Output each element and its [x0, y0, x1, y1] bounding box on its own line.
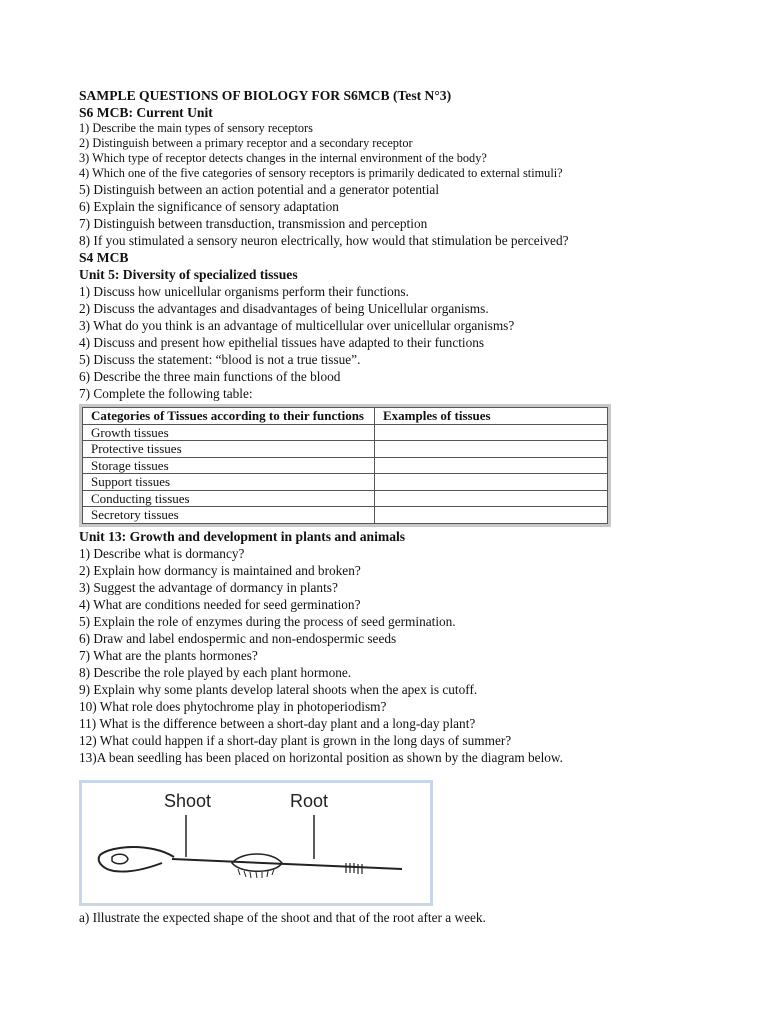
table-cell-example — [375, 457, 608, 474]
question-item: 4) Which one of the five categories of sensory receptors is primarily dedicated to external stimuli? — [79, 166, 563, 180]
table-cell-example — [375, 424, 608, 441]
table-cell-category: Growth tissues — [83, 424, 375, 441]
question-item: 9) Explain why some plants develop lateral shoots when the apex is cutoff. — [79, 681, 478, 697]
document-page — [79, 87, 679, 926]
question-item: 1) Describe the main types of sensory receptors — [79, 121, 313, 135]
question-item: 3) What do you think is an advantage of multicellular over unicellular organisms? — [79, 318, 515, 333]
leaf-outline — [112, 854, 128, 864]
table-header-categories: Categories of Tissues according to their functions — [83, 408, 375, 425]
question-item: 3) Which type of receptor detects changes in the internal environment of the body? — [79, 151, 487, 165]
table-cell-example — [375, 490, 608, 507]
bean-seedling-diagram — [79, 780, 433, 906]
question-item: 11) What is the difference between a short-day plant and a long-day plant? — [79, 715, 476, 731]
table-cell-category: Storage tissues — [83, 457, 375, 474]
question-item: 5) Distinguish between an action potential and a generator potential — [79, 182, 440, 197]
table-row — [83, 441, 608, 458]
question-item: 12) What could happen if a short-day plant is grown in the long days of summer? — [79, 732, 512, 748]
question-item: 6) Draw and label endospermic and non-endospermic seeds — [79, 630, 397, 646]
unit-heading-13: Unit 13: Growth and development in plants and animals — [79, 528, 406, 544]
question-item: 13)A bean seedling has been placed on horizontal position as shown by the diagram below. — [79, 749, 563, 765]
question-item: 8) Describe the role played by each plant hormone. — [79, 664, 352, 680]
section-heading-s4: S4 MCB — [79, 250, 129, 265]
question-item: 2) Distinguish between a primary receptor and a secondary receptor — [79, 136, 413, 150]
table-row — [83, 424, 608, 441]
root-line — [172, 859, 402, 869]
question-item: 5) Discuss the statement: “blood is not a true tissue”. — [79, 352, 361, 367]
table-row — [83, 457, 608, 474]
table-cell-example — [375, 441, 608, 458]
table-header-examples: Examples of tissues — [375, 408, 608, 425]
table-cell-example — [375, 507, 608, 524]
question-item: 2) Explain how dormancy is maintained and broken? — [79, 562, 361, 578]
root-hairs — [346, 863, 362, 874]
question-item: 4) Discuss and present how epithelial tissues have adapted to their functions — [79, 335, 485, 350]
question-item: 5) Explain the role of enzymes during the process of seed germination. — [79, 613, 456, 629]
root-label: Root — [290, 790, 329, 811]
section-heading-s6: S6 MCB: Current Unit — [79, 105, 213, 120]
question-item: 1) Discuss how unicellular organisms perform their functions. — [79, 284, 409, 299]
unit-heading-5: Unit 5: Diversity of specialized tissues — [79, 267, 298, 282]
seedling-drawing — [82, 783, 430, 903]
table-row — [83, 507, 608, 524]
table-cell-example — [375, 474, 608, 491]
question-item: 7) What are the plants hormones? — [79, 647, 258, 663]
table-cell-category: Conducting tissues — [83, 490, 375, 507]
question-item: 7) Distinguish between transduction, transmission and perception — [79, 216, 428, 231]
tissues-table — [79, 404, 611, 527]
table-header-row — [83, 408, 608, 425]
document-title: SAMPLE QUESTIONS OF BIOLOGY FOR S6MCB (Test N°3) — [79, 88, 452, 103]
table-row — [83, 474, 608, 491]
question-item: 4) What are conditions needed for seed germination? — [79, 596, 361, 612]
question-item: 6) Describe the three main functions of the blood — [79, 369, 341, 384]
question-item: 1) Describe what is dormancy? — [79, 545, 245, 561]
question-item: 7) Complete the following table: — [79, 386, 253, 401]
question-item: 3) Suggest the advantage of dormancy in plants? — [79, 579, 338, 595]
table-cell-category: Protective tissues — [83, 441, 375, 458]
shoot-hook — [99, 847, 174, 872]
shoot-label: Shoot — [164, 790, 212, 811]
question-item: 10) What role does phytochrome play in photoperiodism? — [79, 698, 387, 714]
question-item: 8) If you stimulated a sensory neuron electrically, how would that stimulation be perceived? — [79, 233, 569, 248]
table-cell-category: Support tissues — [83, 474, 375, 491]
subquestion-item: a) Illustrate the expected shape of the shoot and that of the root after a week. — [79, 909, 486, 925]
table-cell-category: Secretory tissues — [83, 507, 375, 524]
question-item: 2) Discuss the advantages and disadvantages of being Unicellular organisms. — [79, 301, 489, 316]
question-item: 6) Explain the significance of sensory adaptation — [79, 199, 339, 214]
table-row — [83, 490, 608, 507]
